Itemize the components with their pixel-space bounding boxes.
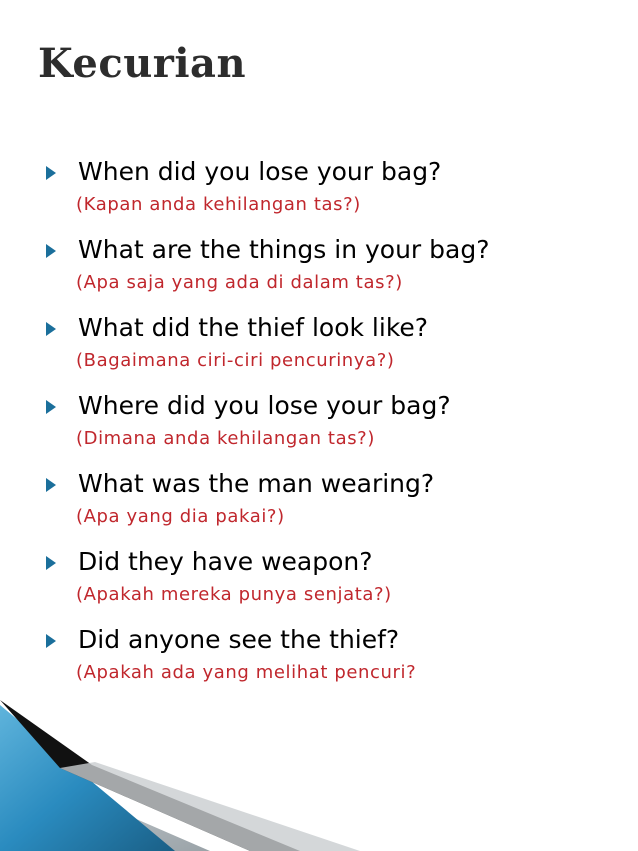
list-item <box>46 618 626 696</box>
question-text: What are the things in your bag? <box>78 235 490 264</box>
triangle-bullet-icon <box>46 634 56 648</box>
triangle-bullet-icon <box>46 244 56 258</box>
question-list <box>46 150 626 696</box>
list-item <box>46 462 626 540</box>
triangle-bullet-icon <box>46 400 56 414</box>
triangle-bullet-icon <box>46 478 56 492</box>
translation-text: (Apakah mereka punya senjata?) <box>76 584 392 605</box>
triangle-bullet-icon <box>46 322 56 336</box>
translation-text: (Kapan anda kehilangan tas?) <box>76 194 361 215</box>
question-text: Where did you lose your bag? <box>78 391 451 420</box>
translation-text: (Dimana anda kehilangan tas?) <box>76 428 375 449</box>
page-title: Kecurian <box>38 40 247 87</box>
list-item <box>46 150 626 228</box>
list-item <box>46 228 626 306</box>
translation-text: (Apa yang dia pakai?) <box>76 506 285 527</box>
question-text: When did you lose your bag? <box>78 157 442 186</box>
question-text: Did they have weapon? <box>78 547 373 576</box>
question-text: What did the thief look like? <box>78 313 429 342</box>
translation-text: (Apakah ada yang melihat pencuri? <box>76 662 417 683</box>
translation-text: (Bagaimana ciri-ciri pencurinya?) <box>76 350 395 371</box>
list-item <box>46 384 626 462</box>
question-text: Did anyone see the thief? <box>78 625 400 654</box>
triangle-bullet-icon <box>46 166 56 180</box>
list-item <box>46 540 626 618</box>
translation-text: (Apa saja yang ada di dalam tas?) <box>76 272 403 293</box>
list-item <box>46 306 626 384</box>
triangle-bullet-icon <box>46 556 56 570</box>
question-text: What was the man wearing? <box>78 469 435 498</box>
